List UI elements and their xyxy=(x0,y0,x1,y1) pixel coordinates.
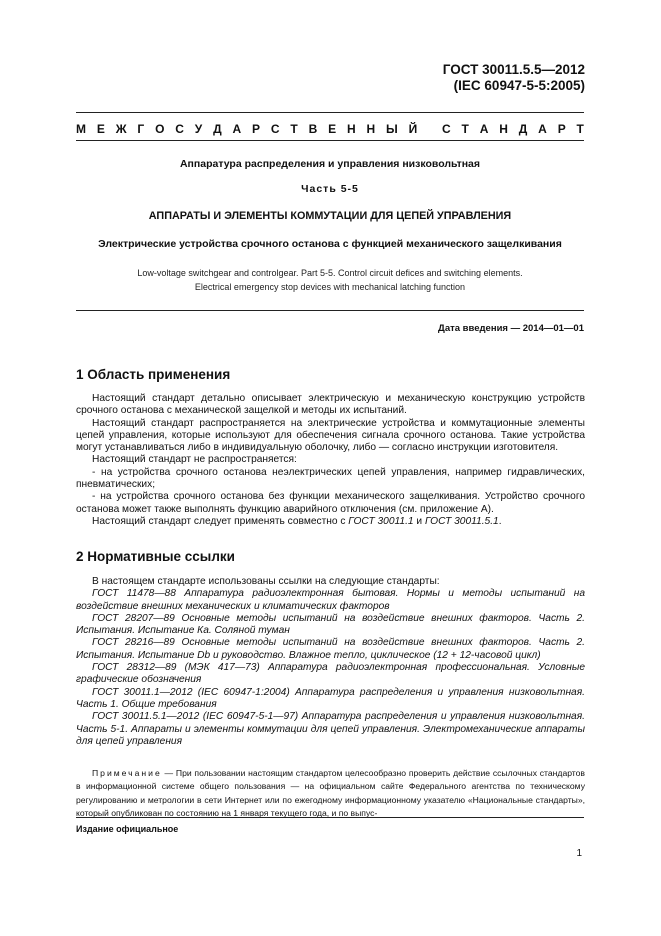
section-1-paragraph: Настоящий стандарт не распространяется: xyxy=(92,454,297,466)
banner-letter: Н xyxy=(346,122,356,136)
title-sub: Электрические устройства срочного останова с функцией механического защелкивания xyxy=(98,238,562,250)
banner-letter: С xyxy=(270,122,280,136)
normative-reference: ГОСТ 11478—88 Аппаратура радиоэлектронная бытовая. Нормы и методы испытаний на воздействие внешних механических и климатических факторов xyxy=(76,588,585,612)
section-1-paragraph: Настоящий стандарт детально описывает электрическую и механическую конструкцию устройств срочного останова с механической защелкой и методы их испытаний. xyxy=(76,393,585,417)
banner-letter: Й xyxy=(408,122,418,136)
normative-reference: ГОСТ 28207—89 Основные методы испытаний на воздействие внешних факторов. Часть 2. Испытания. Испытание Ка. Соляной туман xyxy=(76,612,585,637)
banner-letter: Т xyxy=(576,122,584,136)
banner-letter: Р xyxy=(252,122,261,136)
banner-letter: У xyxy=(194,122,203,136)
section-1-body xyxy=(76,393,585,528)
interstate-standard-banner xyxy=(76,122,584,136)
standard-code xyxy=(443,62,585,94)
note-label: Примечание xyxy=(92,768,162,778)
note xyxy=(76,767,585,820)
normative-reference: ГОСТ 28312—89 (МЭК 417—73) Аппаратура радиоэлектронная профессиональная. Условные графические обозначения xyxy=(76,662,585,686)
normative-reference: ГОСТ 30011.5.1—2012 (IEC 60947-5-1—97) Аппаратура распределения и управления низковольтная. Часть 5-1. Аппараты и элементы коммутации для цепей управления. Электромеханические аппараты для цепей управления xyxy=(76,711,585,747)
banner-letter: А xyxy=(232,122,242,136)
section-1-heading: 1 Область применения xyxy=(76,367,231,382)
banner-letter: М xyxy=(76,122,86,136)
banner-letter: Р xyxy=(557,122,566,136)
section-2-intro: В настоящем стандарте использованы ссылки на следующие стандарты: xyxy=(92,576,440,587)
banner-letter: Н xyxy=(366,122,376,136)
title-part: Часть 5-5 xyxy=(301,183,359,195)
introduction-date: Дата введения — 2014—01—01 xyxy=(438,323,584,334)
top-rule xyxy=(76,112,584,113)
title-subject: АППАРАТЫ И ЭЛЕМЕНТЫ КОММУТАЦИИ ДЛЯ ЦЕПЕЙ УПРАВЛЕНИЯ xyxy=(148,210,512,222)
section-1-paragraph: Настоящий стандарт распространяется на электрические устройства и коммутационные элементы цепей управления, которые используют для обеспечения сигнала срочного останова. Такие устройства могут устанавливаться либо в индивидуальную оболочку, либо — согласно инструкции изготовителя. xyxy=(76,417,585,454)
section-1-list-item: - на устройства срочного останова без функции механического защелкивания. Устройство срочного останова может также выполнять функцию аварийного отключения (см. приложение А). xyxy=(76,491,585,515)
page-number: 1 xyxy=(576,848,582,859)
banner-letter: Т xyxy=(461,122,469,136)
banner-letter: Ж xyxy=(115,122,127,136)
standard-code-line1: ГОСТ 30011.5.5—2012 xyxy=(442,62,585,77)
section-2-heading: 2 Нормативные ссылки xyxy=(76,549,235,564)
banner-letter: Н xyxy=(499,122,508,136)
reference-gost-30011-5-1: ГОСТ 30011.5.1 xyxy=(424,515,499,527)
normative-reference: ГОСТ 30011.1—2012 (IEC 60947-1:2004) Аппаратура распределения и управления низковольтная. Часть 1. Общие требования xyxy=(76,686,585,710)
banner-letter: Д xyxy=(213,122,222,136)
banner-letter: Е xyxy=(328,122,337,136)
banner-letter: С xyxy=(175,122,184,136)
banner-rule xyxy=(76,140,584,141)
standard-code-line2: (IEC 60947-5-5:2005) xyxy=(453,78,585,93)
title-english-line2: Electrical emergency stop devices with mechanical latching function xyxy=(194,282,466,292)
banner-letter: Ы xyxy=(385,122,398,136)
banner-letter: А xyxy=(538,122,547,136)
reference-gost-30011-1: ГОСТ 30011.1 xyxy=(348,515,414,527)
banner-letter: А xyxy=(479,122,489,136)
banner-letter: Т xyxy=(290,122,298,136)
section-1-list-item: - на устройства срочного останова неэлектрических цепей управления, например гидравлических, пневматических; xyxy=(76,466,585,491)
official-edition: Издание официальное xyxy=(76,824,179,834)
section-1-paragraph: Настоящий стандарт следует применять совместно с ГОСТ 30011.1 и ГОСТ 30011.5.1. xyxy=(92,515,502,527)
banner-letter: Г xyxy=(137,122,145,136)
footer-rule xyxy=(76,817,584,818)
banner-letter: Д xyxy=(518,122,528,136)
banner-letter: Е xyxy=(96,122,105,136)
normative-reference: ГОСТ 28216—89 Основные методы испытаний на воздействие внешних факторов. Часть 2. Испытания. Испытание Db и руководство. Влажное тепло, циклическое (12 + 12-часовой цикл) xyxy=(76,637,585,661)
note-text: — При пользовании настоящим стандартом целесообразно проверить действие ссылочных стандартов в информационной системе общего пользования — на официальном сайте Федерального агентства по техническому регулированию и метрологии в сети Интернет или по ежегодному информационному указателю «Национальные стандарты», который опубликован по состоянию на 1 января текущего года, и по выпус- xyxy=(76,768,585,818)
title-rule xyxy=(76,310,584,311)
banner-letter: О xyxy=(155,122,165,136)
banner-letter: С xyxy=(442,122,451,136)
section-2-body xyxy=(76,576,585,748)
title-main: Аппаратура распределения и управления низковольтная xyxy=(179,158,481,170)
banner-letter: В xyxy=(308,122,318,136)
title-english-line1: Low-voltage switchgear and controlgear. Part 5-5. Control circuit defices and switching elements. xyxy=(137,268,523,278)
title-english xyxy=(76,266,584,294)
